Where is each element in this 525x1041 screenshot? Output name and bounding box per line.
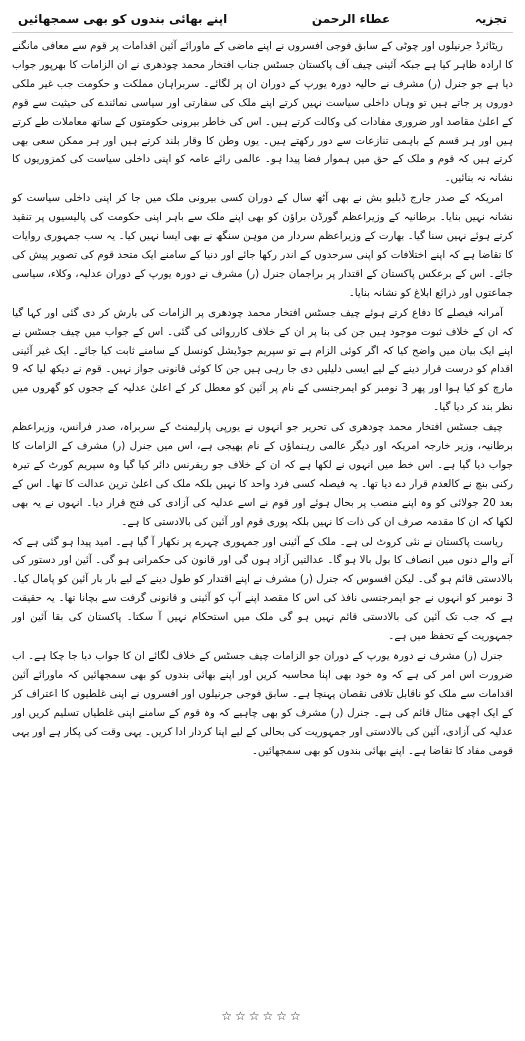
author-name: عطاء الرحمن bbox=[311, 12, 391, 26]
end-ornament: ☆☆☆☆☆☆ bbox=[221, 1009, 304, 1023]
article-title: اپنے بھائی بندوں کو بھی سمجھائیں bbox=[18, 12, 228, 26]
article-paragraph: ریاست پاکستان نے نئی کروٹ لی ہے۔ ملک کے آئینی اور جمہوری چہرے پر نکھار آ گیا ہے۔ امید پیدا ہو گئی ہے کہ آنے والے دنوں میں انصاف کا بول بالا ہو گا۔ عدالتیں آزاد ہوں گی اور قانون کی حکمرانی ہو گی۔ آئین اور دستور کی بالادستی قائم ہو گی۔ لیکن افسوس کہ جنرل (ر) مشرف نے اپنے اقتدار کو طول دینے کے لیے بار بار آئین کو پامال کیا۔ 3 نومبر کو انہوں نے جو ایمرجنسی نافذ کی اس کا مقصد اپنے آپ کو آئینی و قانونی گرفت سے بچانا تھا۔ یہ حقیقت ہے کہ جب تک آئین کی بالادستی قائم نہیں ہو گی ملک میں استحکام نہیں آ سکتا۔ پاکستان کی بقا آئین اور جمہوریت کے تحفظ میں ہے۔ bbox=[12, 535, 513, 643]
article-paragraph: جنرل (ر) مشرف نے دورہ یورپ کے دوران جو الزامات چیف جسٹس کے خلاف لگائے ان کا جواب دیا جا چکا ہے۔ اب ضرورت اس امر کی ہے کہ وہ خود بھی اپنا محاسبہ کریں اور اپنے بھائی بندوں کو بھی سمجھائیں کہ ماورائے آئین اقدامات سے ملک کو ناقابل تلافی نقصان پہنچا ہے۔ سابق فوجی جرنیلوں اور افسروں نے اپنی غلطیوں کا اعتراف کر کے ایک اچھی مثال قائم کی ہے۔ جنرل (ر) مشرف کو بھی چاہیے کہ وہ قوم کے سامنے اپنی غلطیاں تسلیم کریں اور عدلیہ کی آزادی، آئین کی بالادستی اور جمہوریت کی بحالی کے لیے اپنا کردار ادا کریں۔ یہی وقت کی پکار ہے اور یہی قومی مفاد کا تقاضا ہے۔ اپنے بھائی بندوں کو بھی سمجھائیں۔ bbox=[12, 650, 513, 757]
article-paragraph: آمرانہ فیصلے کا دفاع کرتے ہوئے چیف جسٹس افتخار محمد چودھری پر الزامات کی بارش کر دی گئی اور کہا گیا کہ ان کے خلاف ثبوت موجود ہیں جن کی بنا پر ان کے خلاف کارروائی کی گئی۔ اس کے جواب میں چیف جسٹس نے اپنے ایک بیان میں واضح کیا کہ اگر کوئی الزام ہے تو سپریم جوڈیشل کونسل کے سامنے ثابت کیا جائے۔ ایک غیر آئینی اقدام کو درست قرار دینے کے لیے ایسی دلیلیں دی جا رہی ہیں جن کا کوئی قانونی جواز نہیں۔ قوم نے دیکھ لیا کہ 9 مارچ کو کیا ہوا اور پھر 3 نومبر کو ایمرجنسی کے نام پر آئین کو معطل کر کے اعلیٰ عدلیہ کے ججوں کو گھروں میں نظر بند کر دیا گیا۔ bbox=[12, 306, 513, 414]
article-paragraph: چیف جسٹس افتخار محمد چودھری کی تحریر جو انہوں نے یورپی پارلیمنٹ کے سربراہ، صدر فرانس، وزیراعظم برطانیہ، وزیر خارجہ امریکہ اور دیگر عالمی رہنماؤں کے نام بھیجی ہے، اس میں جنرل (ر) مشرف کے الزامات کا جواب دیا گیا ہے۔ اس خط میں انہوں نے لکھا ہے کہ ان کے خلاف جو ریفرنس دائر کیا گیا وہ سپریم کورٹ کے تیرہ رکنی بنچ نے کالعدم قرار دے دیا تھا۔ یہ فیصلہ کسی فرد واحد کا نہیں بلکہ ملک کی اعلیٰ ترین عدالت کا تھا۔ اس کے بعد 20 جولائی کو وہ اپنے منصب پر بحال ہوئے اور قوم نے اسے عدلیہ کی آزادی کی فتح قرار دیا۔ انہوں نے یہ بھی لکھا کہ ان کا مقدمہ صرف ان کی ذات کا نہیں بلکہ پوری قوم اور آئین کی بالادستی کا ہے۔ bbox=[12, 421, 513, 528]
column-header bbox=[12, 6, 513, 33]
article-paragraph: امریکہ کے صدر جارج ڈبلیو بش نے بھی آٹھ سال کے دوران کسی بیرونی ملک میں جا کر اپنی داخلی سیاست کو نشانہ نہیں بنایا۔ برطانیہ کے وزیراعظم گورڈن براؤن کو بھی اپنے ملک سے باہر اپنی حکومت کی پالیسیوں پر تنقید کرتے ہوئے نہیں سنا گیا۔ بھارت کے وزیراعظم سردار من موہن سنگھ نے بھی ایسا نہیں کیا۔ یہ سب جمہوری روایات کا تقاضا ہے کہ اپنے اختلافات کو اپنی سرحدوں کے اندر رکھا جائے اور دنیا کے سامنے ایک متحد قوم کی تصویر پیش کی جائے۔ اس کے برعکس پاکستان کے اقتدار پر براجمان جنرل (ر) مشرف نے دورہ یورپ کے دوران عدلیہ، وکلاء، سیاسی جماعتوں اور ذرائع ابلاغ کو نشانہ بنایا۔ bbox=[12, 192, 513, 299]
article-paragraph: ریٹائرڈ جرنیلوں اور چوٹی کے سابق فوجی افسروں نے اپنے ماضی کے ماورائے آئین اقدامات پر قوم سے معافی مانگنے کا ارادہ ظاہر کیا ہے جبکہ آئینی چیف آف پاکستان جسٹس جناب افتخار محمد چودھری نے ان الزامات کا بھرپور جواب دیا ہے جو جنرل (ر) مشرف نے حالیہ دورہ یورپ کے دوران ان پر لگائے۔ سربراہان مملکت و حکومت جب غیر ملکی دوروں پر جاتے ہیں تو وہاں داخلی سیاست نہیں کرتے اپنے ملک کی سفارتی اور سیاسی نمائندے کی حیثیت سے قوم کے اعلیٰ مقاصد اور ضروری مفادات کی وکالت کرتے ہیں۔ اس کی خاطر بیرونی حکومتوں کے ساتھ معاملات طے کرتے ہیں اور ہر قسم کے باہمی تنازعات سے دور رکھتے ہیں۔ یوں وطن کا وقار بلند کرتے ہیں اور ہر ممکن سعی بھی کرتے ہیں کہ قوم و ملک کے حق میں ہموار فضا پیدا ہو۔ عالمی رائے عامہ کو اپنی داخلی سیاست کی کمزوریوں کا نشانہ نہ بنائیں۔ bbox=[12, 40, 513, 185]
section-label: تجزیہ bbox=[474, 12, 507, 26]
article-body bbox=[12, 37, 513, 760]
